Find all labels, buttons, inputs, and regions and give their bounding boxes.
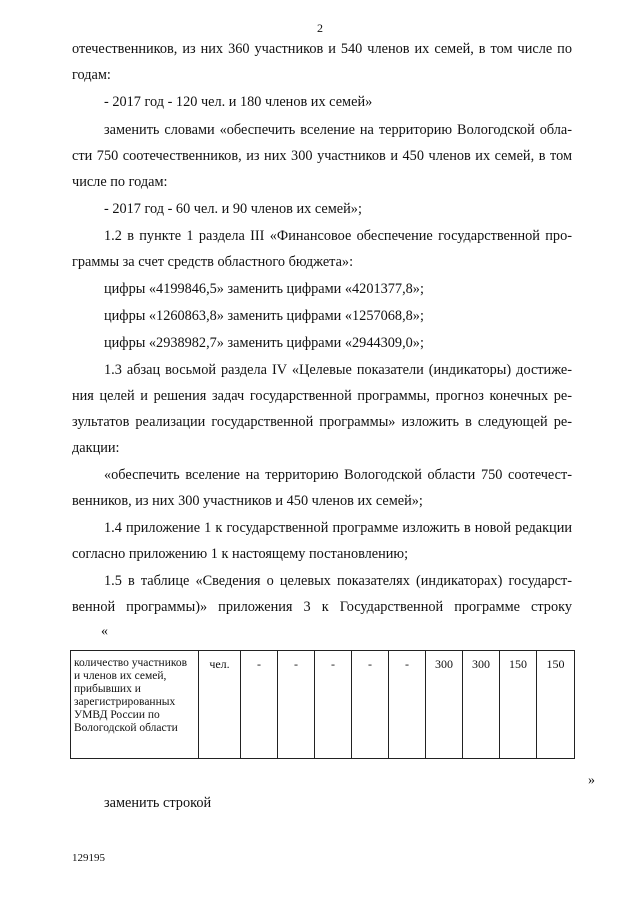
text-line: дакции: <box>72 440 120 456</box>
text-line: ния целей и решения задач государственной программы, прогноз конечных ре- <box>72 388 572 404</box>
text-line: сти 750 соотечественников, из них 300 участников и 450 членов их семей, в том <box>72 148 572 164</box>
text-line: зультатов реализации государственной программы» изложить в следующей ре- <box>72 414 572 430</box>
page-number: 2 <box>317 21 323 35</box>
closing-quote: » <box>588 773 595 788</box>
text-line: 1.2 в пункте 1 раздела III «Финансовое обеспечение государственной про- <box>104 228 572 244</box>
text-line: венников, из них 300 участников и 450 членов их семей»; <box>72 493 423 509</box>
text-line: 1.5 в таблице «Сведения о целевых показателях (индикаторах) государст- <box>104 573 572 589</box>
text-line: числе по годам: <box>72 174 168 190</box>
text-line: 1.3 абзац восьмой раздела IV «Целевые показатели (индикаторы) достиже- <box>104 362 572 378</box>
indicator-name-cell: количество участников и членов их семей, прибывших и зарегистрированных УМВД России по Вологодской области <box>71 651 199 759</box>
opening-quote: « <box>101 624 108 639</box>
value-cell: - <box>278 651 315 759</box>
text-line: «обеспечить вселение на территорию Вологодской области 750 соотечест- <box>104 467 572 483</box>
indicator-table <box>70 650 575 759</box>
replace-instruction: заменить строкой <box>104 795 212 811</box>
value-cell: 300 <box>426 651 463 759</box>
value-cell: 150 <box>500 651 537 759</box>
text-line: согласно приложению 1 к настоящему постановлению; <box>72 546 409 562</box>
text-line: - 2017 год - 60 чел. и 90 членов их семей»; <box>104 201 362 217</box>
text-line: граммы за счет средств областного бюджета»: <box>72 254 354 270</box>
value-cell: - <box>241 651 278 759</box>
document-code: 129195 <box>72 852 105 864</box>
table-row <box>71 651 575 759</box>
text-line: - 2017 год - 120 чел. и 180 членов их семей» <box>104 94 373 110</box>
text-line: годам: <box>72 67 111 83</box>
unit-cell: чел. <box>199 651 241 759</box>
value-cell: - <box>352 651 389 759</box>
text-line: цифры «1260863,8» заменить цифрами «1257068,8»; <box>104 308 424 324</box>
value-cell: - <box>315 651 352 759</box>
value-cell: 150 <box>537 651 575 759</box>
text-line: венной программы)» приложения 3 к Государственной программе строку <box>72 599 572 615</box>
text-line: 1.4 приложение 1 к государственной программе изложить в новой редакции <box>104 520 572 536</box>
text-line: цифры «4199846,5» заменить цифрами «4201377,8»; <box>104 281 424 297</box>
value-cell: 300 <box>463 651 500 759</box>
text-line: отечественников, из них 360 участников и 540 членов их семей, в том числе по <box>72 41 572 57</box>
text-line: цифры «2938982,7» заменить цифрами «2944309,0»; <box>104 335 424 351</box>
value-cell: - <box>389 651 426 759</box>
text-line: заменить словами «обеспечить вселение на территорию Вологодской обла- <box>104 122 572 138</box>
